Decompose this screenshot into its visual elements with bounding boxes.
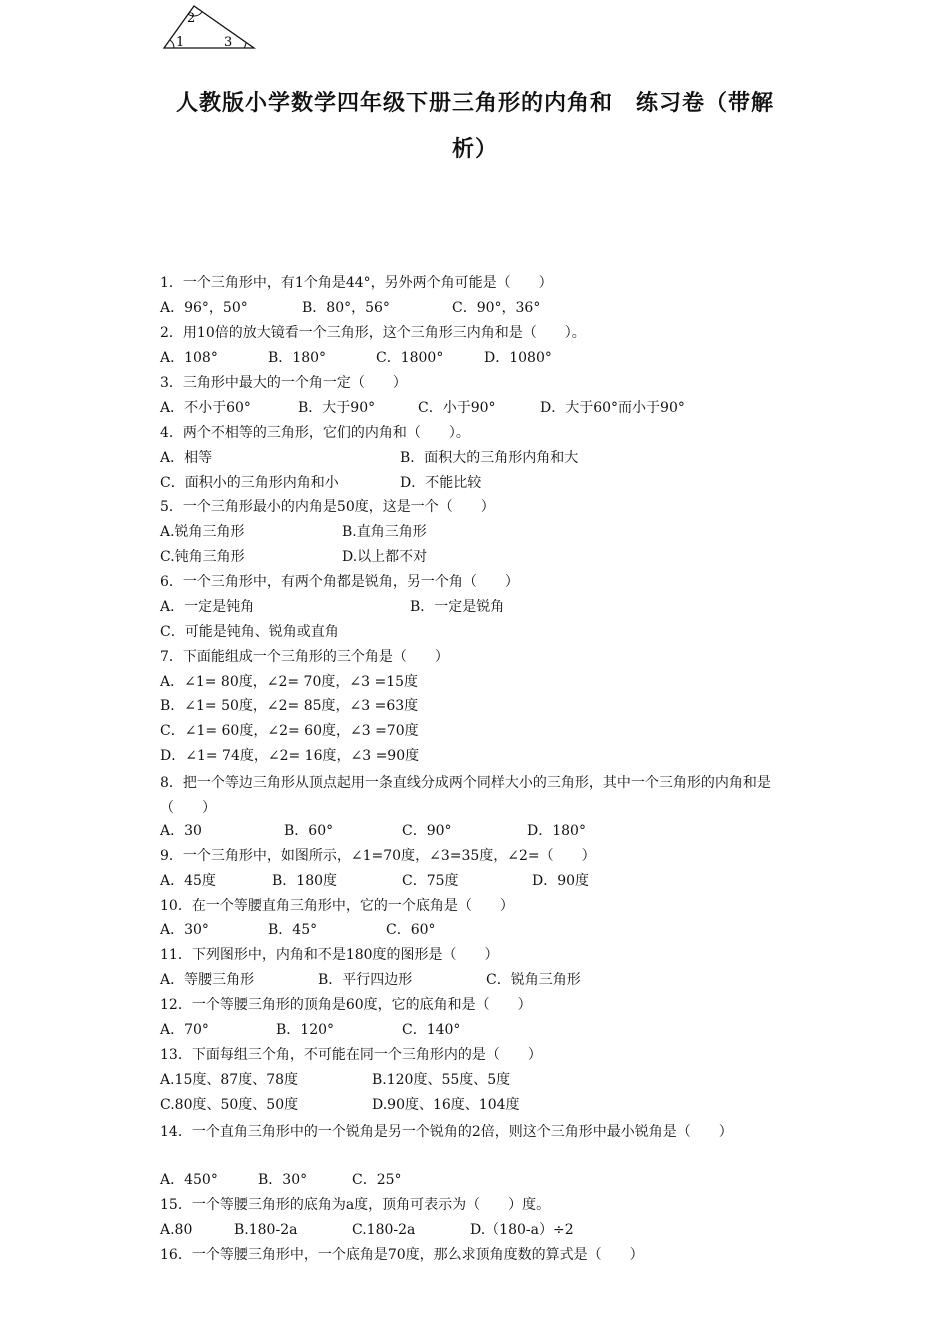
option: B．面积大的三角形内角和大: [400, 450, 579, 466]
option: D.90度、16度、104度: [372, 1097, 520, 1113]
option: B．一定是锐角: [410, 599, 505, 615]
option: A．30: [160, 823, 202, 839]
option: C．锐角三角形: [486, 972, 581, 988]
option: C．1800°: [376, 350, 444, 366]
option: A．450°: [160, 1172, 218, 1188]
question-5: 5．一个三角形最小的内角是50度，这是一个（ ）: [160, 499, 495, 515]
option: D.（180-a）÷2: [470, 1222, 574, 1238]
question-6: 6．一个三角形中，有两个角都是锐角，另一个角（ ）: [160, 574, 519, 590]
option: C．60°: [386, 922, 436, 938]
option: B．180°: [268, 350, 327, 366]
question-14: 14．一个直角三角形中的一个锐角是另一个锐角的2倍，则这个三角形中最小锐角是（ ）: [160, 1124, 733, 1140]
option: C．面积小的三角形内角和小: [160, 475, 339, 491]
option: A.80: [160, 1222, 193, 1238]
option: D.以上都不对: [342, 549, 428, 565]
option: D．不能比较: [400, 475, 482, 491]
question-1: 1．一个三角形中，有1个角是44°，另外两个角可能是（ ）: [160, 275, 553, 291]
angle-label-3: 3: [224, 35, 233, 50]
option: B．80°，56°: [302, 300, 390, 316]
option: B．大于90°: [298, 400, 376, 416]
option: A.15度、87度、78度: [160, 1072, 299, 1088]
option: D．90度: [532, 873, 590, 889]
option: C.钝角三角形: [160, 549, 245, 565]
option: D．大于60°而小于90°: [540, 400, 685, 416]
question-11: 11．下列图形中，内角和不是180度的图形是（ ）: [160, 947, 499, 963]
option: B．平行四边形: [318, 972, 413, 988]
option: B．∠1= 50度，∠2= 85度，∠3 =63度: [160, 698, 419, 714]
option: A．108°: [160, 350, 218, 366]
option: A．45度: [160, 873, 216, 889]
option: A．96°，50°: [160, 300, 248, 316]
option: C．75度: [402, 873, 459, 889]
option: C．140°: [402, 1022, 461, 1038]
angle-label-1: 1: [176, 35, 185, 50]
option: A.锐角三角形: [160, 524, 245, 540]
option: C．25°: [352, 1172, 402, 1188]
question-3: 3．三角形中最大的一个角一定（ ）: [160, 375, 407, 391]
option: B．45°: [268, 922, 318, 938]
question-9: 9．一个三角形中，如图所示，∠1=70度，∠3=35度，∠2=（ ）: [160, 848, 596, 864]
option: C．90°: [402, 823, 452, 839]
option: A．70°: [160, 1022, 209, 1038]
option: C．∠1= 60度，∠2= 60度，∠3 =70度: [160, 723, 419, 739]
option: B.180-2a: [234, 1222, 298, 1238]
question-12: 12．一个等腰三角形的顶角是60度，它的底角和是（ ）: [160, 997, 532, 1013]
option: B．60°: [284, 823, 334, 839]
option: C．可能是钝角、锐角或直角: [160, 624, 339, 640]
option: B．180度: [272, 873, 338, 889]
question-16: 16．一个等腰三角形中，一个底角是70度，那么求顶角度数的算式是（ ）: [160, 1247, 644, 1263]
question-2: 2．用10倍的放大镜看一个三角形，这个三角形三内角和是（ ）。: [160, 325, 586, 341]
page-title: 人教版小学数学四年级下册三角形的内角和 练习卷（带解: [175, 91, 774, 116]
option: C．小于90°: [418, 400, 496, 416]
option: A．∠1= 80度，∠2= 70度，∠3 =15度: [160, 674, 419, 690]
option: C.80度、50度、50度: [160, 1097, 299, 1113]
option: A．一定是钝角: [160, 599, 255, 615]
option: B.直角三角形: [342, 524, 427, 540]
page-title-cont: 析）: [451, 137, 498, 162]
question-15: 15．一个等腰三角形的底角为a度，顶角可表示为（ ）度。: [160, 1197, 551, 1213]
option: B.120度、55度、5度: [372, 1072, 511, 1088]
option: D．180°: [527, 823, 586, 839]
option: C．90°，36°: [452, 300, 541, 316]
option: A．等腰三角形: [160, 972, 255, 988]
angle-label-2: 2: [187, 11, 196, 26]
question-4: 4．两个不相等的三角形，它们的内角和（ ）。: [160, 425, 470, 441]
question-13: 13．下面每组三个角，不可能在同一个三角形内的是（ ）: [160, 1047, 542, 1063]
option: C.180-2a: [352, 1222, 416, 1238]
question-10: 10．在一个等腰直角三角形中，它的一个底角是（ ）: [160, 898, 514, 914]
option: B．30°: [258, 1172, 308, 1188]
option: A．不小于60°: [160, 400, 251, 416]
question-7: 7．下面能组成一个三角形的三个角是（ ）: [160, 649, 449, 665]
question-8: 8．把一个等边三角形从顶点起用一条直线分成两个同样大小的三角形，其中一个三角形的内角和是（ ）: [160, 775, 771, 816]
option: D．∠1= 74度，∠2= 16度，∠3 =90度: [160, 748, 420, 764]
option: A．相等: [160, 450, 213, 466]
option: B．120°: [276, 1022, 335, 1038]
triangle-figure: [160, 2, 260, 52]
option: D．1080°: [484, 350, 552, 366]
option: A．30°: [160, 922, 209, 938]
